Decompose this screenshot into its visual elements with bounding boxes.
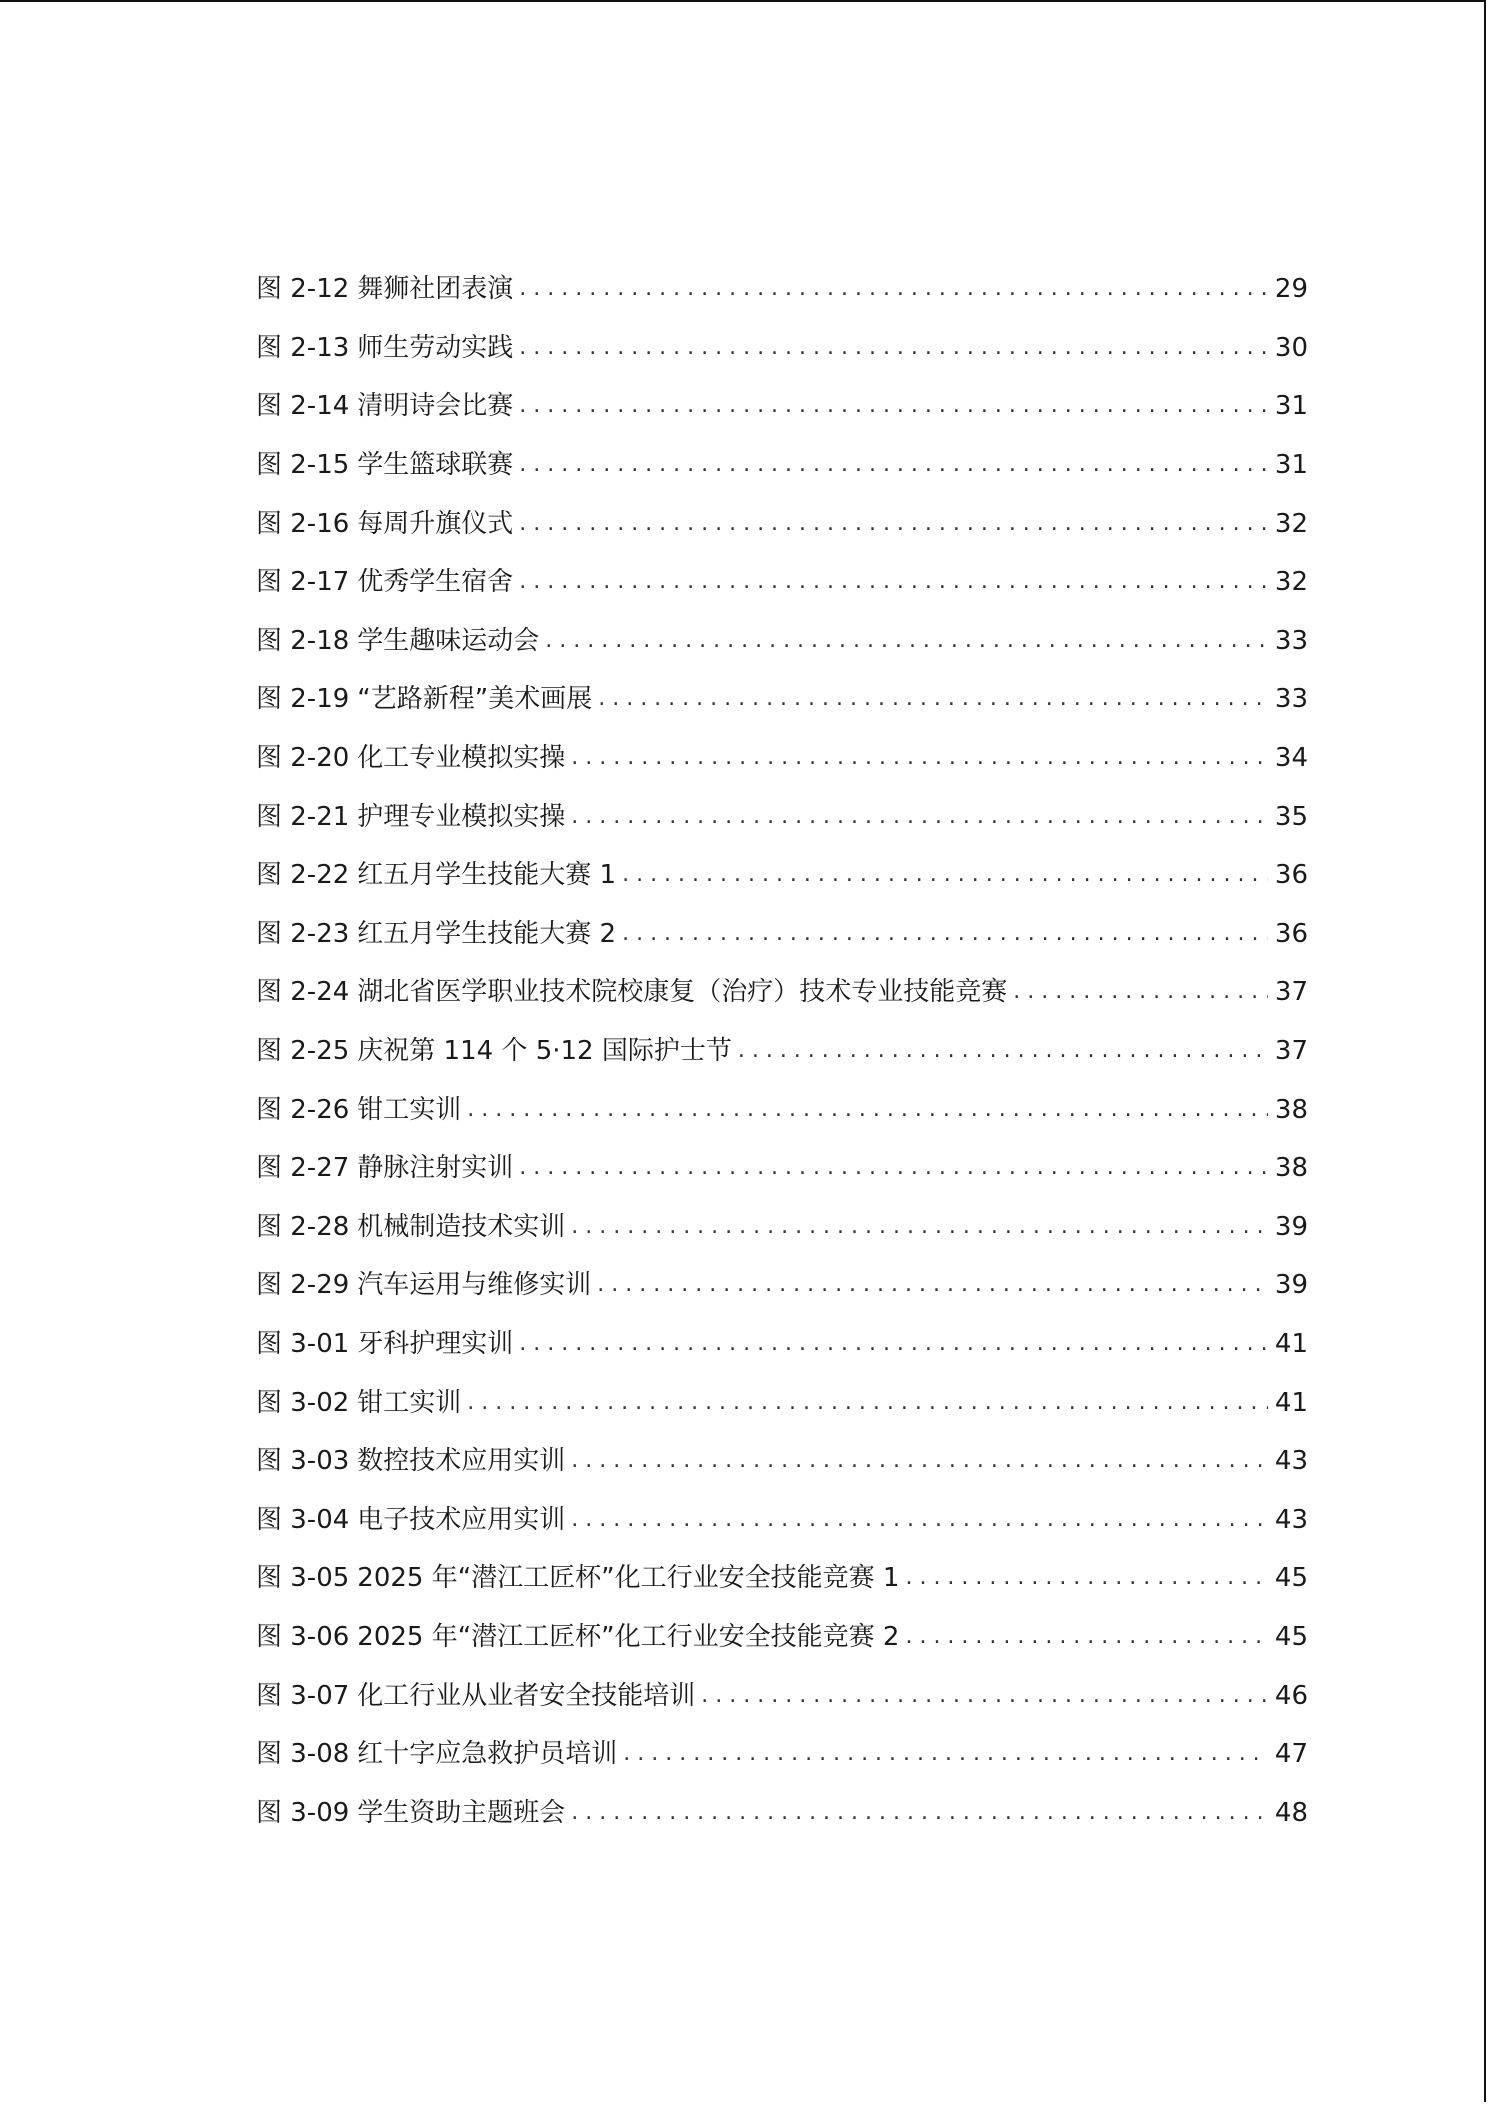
figure-number: 图 2-12 <box>256 274 350 305</box>
figure-title: 舞狮社团表演 <box>357 274 514 305</box>
page-number: 46 <box>1274 1680 1308 1711</box>
figure-number: 图 2-25 <box>256 1036 350 1067</box>
toc-entry[interactable] <box>256 1256 1308 1315</box>
page-number: 37 <box>1274 1036 1308 1067</box>
figure-number: 图 2-20 <box>256 743 350 774</box>
page-number: 33 <box>1274 625 1308 656</box>
page-number: 34 <box>1274 743 1308 774</box>
page-number: 36 <box>1274 918 1308 949</box>
dot-leader <box>598 688 1268 710</box>
figure-number: 图 2-15 <box>256 450 350 481</box>
dot-leader <box>467 1099 1268 1121</box>
dot-leader <box>571 747 1268 769</box>
figure-title: 学生资助主题班会 <box>357 1797 566 1828</box>
figure-title: 钳工实训 <box>357 1094 462 1125</box>
figure-number: 图 2-22 <box>256 860 350 891</box>
dot-leader <box>571 1802 1268 1824</box>
figure-number: 图 2-13 <box>256 332 350 363</box>
toc-entry[interactable] <box>256 1666 1308 1725</box>
figure-number: 图 2-23 <box>256 918 350 949</box>
toc-entry[interactable] <box>256 612 1308 671</box>
dot-leader <box>519 395 1268 417</box>
page-number: 41 <box>1274 1328 1308 1359</box>
figure-number: 图 3-09 <box>256 1797 350 1828</box>
figure-number: 图 2-18 <box>256 625 350 656</box>
toc-entry[interactable] <box>256 260 1308 319</box>
page-number: 38 <box>1274 1153 1308 1184</box>
figure-number: 图 3-07 <box>256 1680 350 1711</box>
dot-leader <box>571 1509 1268 1531</box>
toc-entry[interactable] <box>256 1432 1308 1491</box>
dot-leader <box>571 806 1268 828</box>
figure-title: 湖北省医学职业技术院校康复（治疗）技术专业技能竞赛 <box>357 977 1008 1008</box>
toc-entry[interactable] <box>256 1080 1308 1139</box>
dot-leader <box>701 1685 1268 1707</box>
page-number: 31 <box>1274 391 1308 422</box>
figure-title: 学生趣味运动会 <box>357 625 540 656</box>
page-number: 33 <box>1274 684 1308 715</box>
dot-leader <box>622 923 1268 945</box>
page-number: 29 <box>1274 274 1308 305</box>
dot-leader <box>519 571 1268 593</box>
figure-title: 学生篮球联赛 <box>357 450 514 481</box>
dot-leader <box>738 1040 1268 1062</box>
page-number: 31 <box>1274 450 1308 481</box>
figure-number: 图 3-04 <box>256 1504 350 1535</box>
dot-leader <box>622 864 1268 886</box>
figure-title: 钳工实训 <box>357 1387 462 1418</box>
page-number: 41 <box>1274 1387 1308 1418</box>
page-number: 35 <box>1274 801 1308 832</box>
toc-entry[interactable] <box>256 1608 1308 1667</box>
page-number: 32 <box>1274 508 1308 539</box>
page-number: 39 <box>1274 1211 1308 1242</box>
figure-number: 图 2-28 <box>256 1211 350 1242</box>
page-number: 45 <box>1274 1621 1308 1652</box>
figure-number: 图 2-27 <box>256 1153 350 1184</box>
figure-title: 红五月学生技能大赛 1 <box>357 860 617 891</box>
dot-leader <box>545 630 1268 652</box>
dot-leader <box>905 1626 1268 1648</box>
dot-leader <box>623 1743 1268 1765</box>
figure-title: 红十字应急救护员培训 <box>357 1739 618 1770</box>
dot-leader <box>1013 981 1268 1003</box>
figure-title: 护理专业模拟实操 <box>357 801 566 832</box>
dot-leader <box>571 1216 1268 1238</box>
figure-number: 图 2-14 <box>256 391 350 422</box>
toc-entry[interactable] <box>256 787 1308 846</box>
dot-leader <box>467 1392 1268 1414</box>
figure-title: 清明诗会比赛 <box>357 391 514 422</box>
figure-number: 图 2-24 <box>256 977 350 1008</box>
toc-entry[interactable] <box>256 905 1308 964</box>
page-number: 43 <box>1274 1504 1308 1535</box>
toc-entry[interactable] <box>256 1549 1308 1608</box>
toc-entry[interactable] <box>256 1198 1308 1257</box>
toc-entry[interactable] <box>256 1022 1308 1081</box>
figure-title: 化工行业从业者安全技能培训 <box>357 1680 696 1711</box>
page-number: 45 <box>1274 1563 1308 1594</box>
figure-title: 优秀学生宿舍 <box>357 567 514 598</box>
toc-entry[interactable] <box>256 1490 1308 1549</box>
page-number: 43 <box>1274 1446 1308 1477</box>
figure-number: 图 3-05 <box>256 1563 350 1594</box>
figure-number: 图 2-21 <box>256 801 350 832</box>
figure-title: 红五月学生技能大赛 2 <box>357 918 617 949</box>
figure-number: 图 3-06 <box>256 1621 350 1652</box>
dot-leader <box>597 1274 1268 1296</box>
toc-entry[interactable] <box>256 670 1308 729</box>
toc-entry[interactable] <box>256 729 1308 788</box>
figure-title: 机械制造技术实训 <box>357 1211 566 1242</box>
page-number: 37 <box>1274 977 1308 1008</box>
figure-title: 数控技术应用实训 <box>357 1446 566 1477</box>
figure-number: 图 3-02 <box>256 1387 350 1418</box>
dot-leader <box>519 1157 1268 1179</box>
figure-title: 化工专业模拟实操 <box>357 743 566 774</box>
figure-number: 图 3-01 <box>256 1328 350 1359</box>
toc-entry[interactable] <box>256 494 1308 553</box>
page-number: 39 <box>1274 1270 1308 1301</box>
toc-entry[interactable] <box>256 319 1308 378</box>
dot-leader <box>571 1450 1268 1472</box>
page-number: 47 <box>1274 1739 1308 1770</box>
toc-entry[interactable] <box>256 963 1308 1022</box>
page-number: 32 <box>1274 567 1308 598</box>
toc-entry[interactable] <box>256 553 1308 612</box>
toc-entry[interactable] <box>256 846 1308 905</box>
figure-number: 图 2-17 <box>256 567 350 598</box>
figure-title: 每周升旗仪式 <box>357 508 514 539</box>
figure-title: 牙科护理实训 <box>357 1328 514 1359</box>
figure-title: 静脉注射实训 <box>357 1153 514 1184</box>
figure-title: “艺路新程”美术画展 <box>357 684 593 715</box>
page-number: 30 <box>1274 332 1308 363</box>
toc-entry[interactable] <box>256 1373 1308 1432</box>
dot-leader <box>519 513 1268 535</box>
dot-leader <box>519 278 1268 300</box>
toc-entry[interactable] <box>256 1725 1308 1784</box>
dot-leader <box>519 454 1268 476</box>
page-number: 36 <box>1274 860 1308 891</box>
figure-number: 图 2-16 <box>256 508 350 539</box>
figure-title: 汽车运用与维修实训 <box>357 1270 592 1301</box>
figure-number: 图 3-08 <box>256 1739 350 1770</box>
figure-number: 图 2-19 <box>256 684 350 715</box>
toc-entry[interactable] <box>256 436 1308 495</box>
toc-entry[interactable] <box>256 1139 1308 1198</box>
dot-leader <box>905 1567 1268 1589</box>
toc-entry[interactable] <box>256 1783 1308 1842</box>
figure-title: 师生劳动实践 <box>357 332 514 363</box>
toc-entry[interactable] <box>256 1315 1308 1374</box>
figure-number: 图 2-29 <box>256 1270 350 1301</box>
figure-title: 庆祝第 114 个 5·12 国际护士节 <box>357 1036 732 1067</box>
page-number: 48 <box>1274 1797 1308 1828</box>
dot-leader <box>519 337 1268 359</box>
page-number: 38 <box>1274 1094 1308 1125</box>
figure-title: 电子技术应用实训 <box>357 1504 566 1535</box>
figure-table-of-contents <box>256 260 1308 1842</box>
figure-number: 图 2-26 <box>256 1094 350 1125</box>
figure-title: 2025 年“潜江工匠杯”化工行业安全技能竞赛 2 <box>357 1621 900 1652</box>
toc-entry[interactable] <box>256 377 1308 436</box>
dot-leader <box>519 1333 1268 1355</box>
figure-title: 2025 年“潜江工匠杯”化工行业安全技能竞赛 1 <box>357 1563 900 1594</box>
figure-number: 图 3-03 <box>256 1446 350 1477</box>
